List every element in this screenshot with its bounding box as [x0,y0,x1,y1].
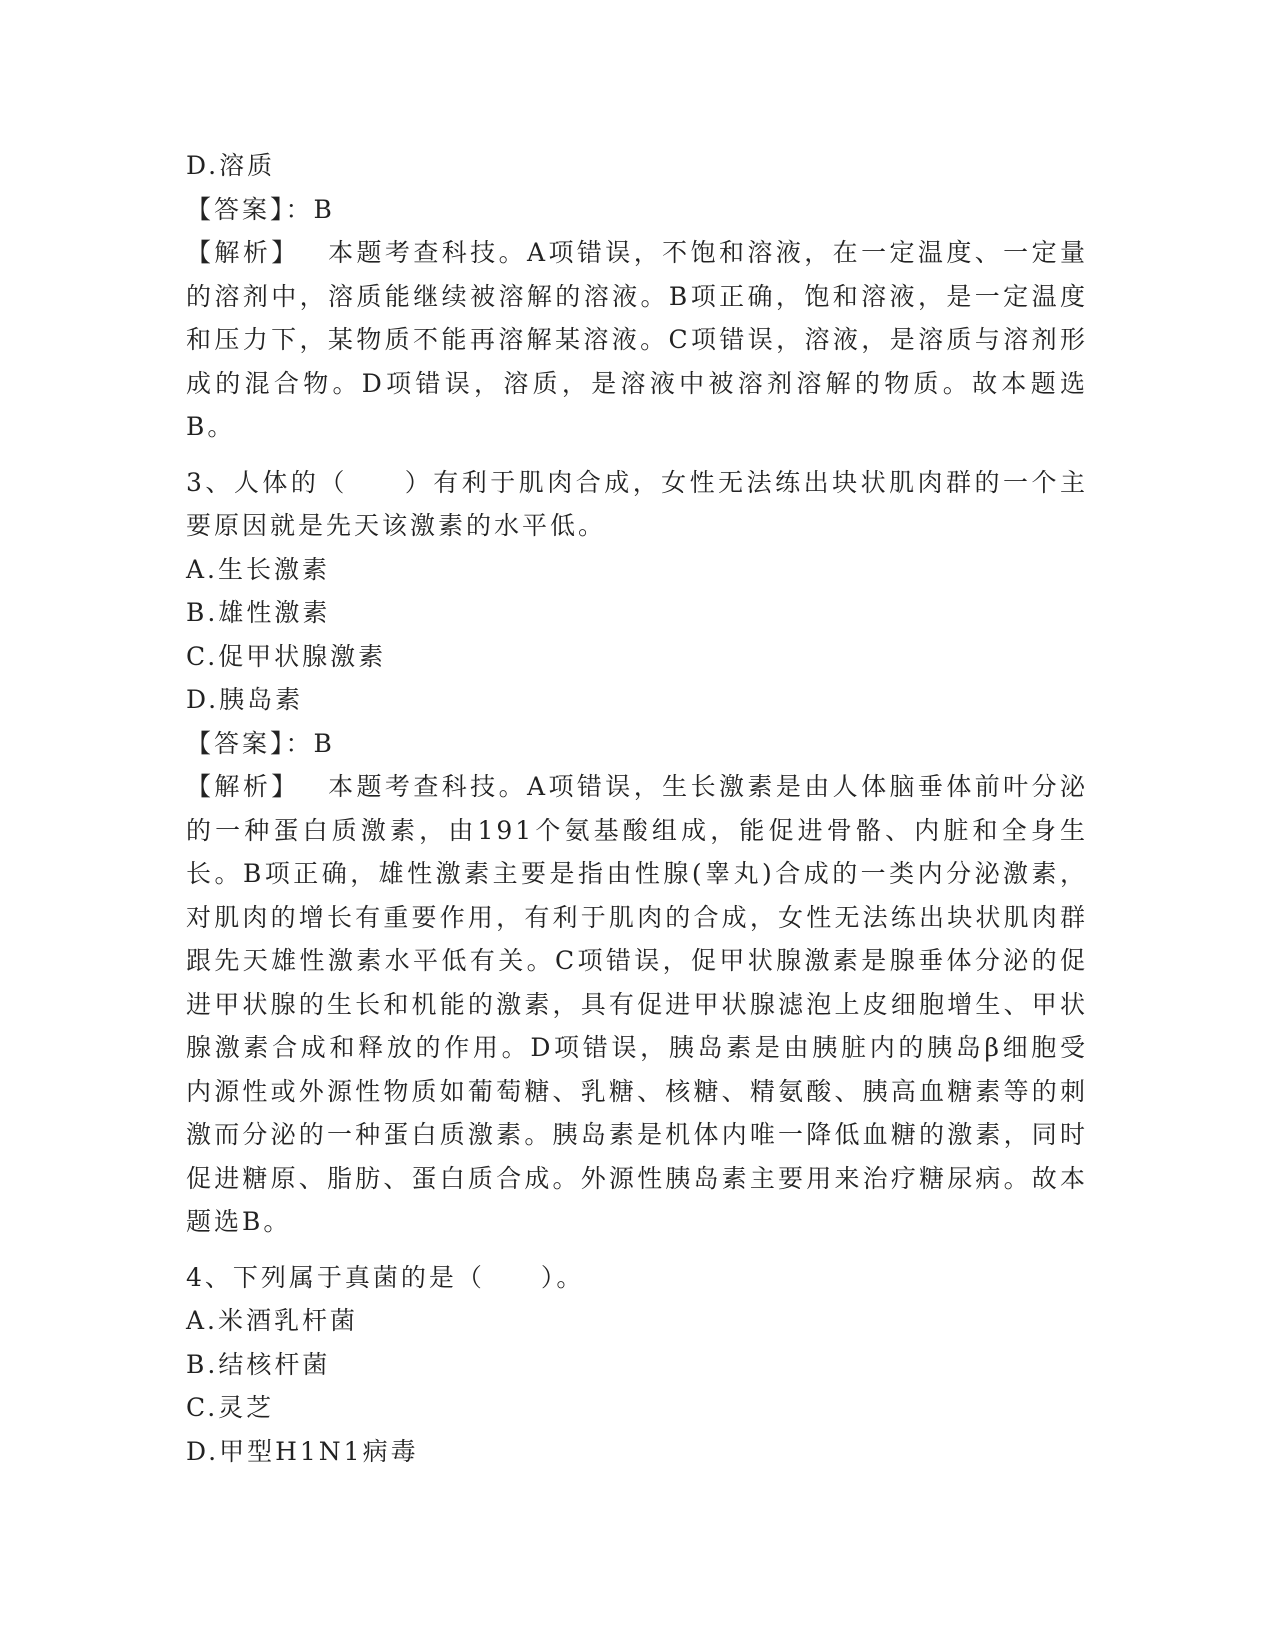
q4-option-a: A.米酒乳杆菌 [186,1306,359,1335]
q2-analysis-text: 本题考查科技。A项错误，不饱和溶液，在一定温度、一定量的溶剂中，溶质能继续被溶解的溶液。B项正确，饱和溶液，是一定温度和压力下，某物质不能再溶解某溶液。C项错误，溶液，是溶质与溶剂形成的混合物。D项错误，溶质，是溶液中被溶剂溶解的物质。故本题选B。 [186,238,1088,441]
q3-option-d: D.胰岛素 [186,685,304,714]
q3-stem: 3、人体的（ ）有利于肌肉合成，女性无法练出块状肌肉群的一个主要原因就是先天该激素的水平低。 [186,467,1088,540]
q4-option-b: B.结核杆菌 [186,1349,331,1379]
q4-option-d: D.甲型H1N1病毒 [186,1436,419,1466]
q3-option-b: B.雄性激素 [186,598,331,627]
q2-analysis [186,231,1088,449]
q3-answer: 【答案】：B [186,728,335,758]
q3-analysis-label: 【解析】 [186,772,300,801]
q3-analysis [186,765,1088,1244]
document-page [186,144,1088,1473]
q3-option-a: A.生长激素 [186,554,331,584]
q4-stem: 4、下列属于真菌的是（ ）。 [186,1262,585,1292]
q3-analysis-text: 本题考查科技。A项错误，生长激素是由人体脑垂体前叶分泌的一种蛋白质激素，由191个氨基酸组成，能促进骨骼、内脏和全身生长。B项正确，雄性激素主要是指由性腺(睾丸)合成的一类内分泌激素，对肌肉的增长有重要作用，有利于肌肉的合成，女性无法练出块状肌肉群跟先天雄性激素水平低有关。C项错误，促甲状腺激素是腺垂体分泌的促进甲状腺的生长和机能的激素，具有促进甲状腺滤泡上皮细胞增生、甲状腺激素合成和释放的作用。D项错误，胰岛素是由胰脏内的胰岛β细胞受内源性或外源性物质如葡萄糖、乳糖、核糖、精氨酸、胰高血糖素等的刺激而分泌的一种蛋白质激素。胰岛素是机体内唯一降低血糖的激素，同时促进糖原、脂肪、蛋白质合成。外源性胰岛素主要用来治疗糖尿病。故本题选B。 [186,772,1088,1236]
q2-answer: 【答案】：B [186,194,335,224]
q2-analysis-label: 【解析】 [186,238,300,267]
q3-option-c: C.促甲状腺激素 [186,641,387,671]
q4-option-c: C.灵芝 [186,1393,275,1422]
q2-option-d: D.溶质 [186,151,276,180]
